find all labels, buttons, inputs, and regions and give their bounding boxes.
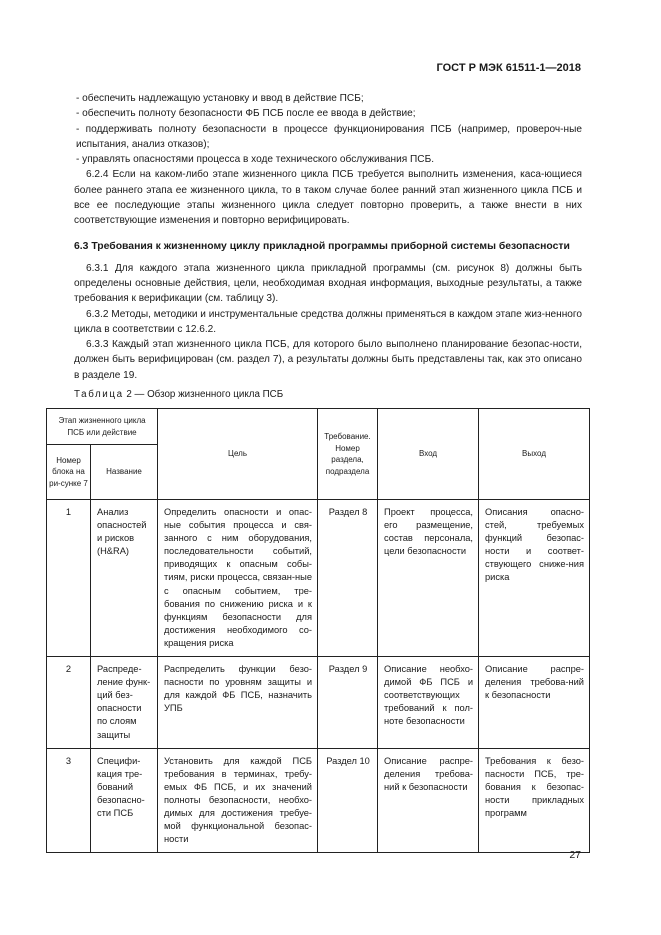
page-number: 27 [569,849,581,861]
cell-name: Специфи-кация тре-бований безопасно-сти ПСБ [91,748,158,853]
paragraph-6-3-1: 6.3.1 Для каждого этапа жизненного цикла прикладной программы (см. рисунок 8) должны быть определены основные действия, цели, необходимая входная информация, выходные результаты, а также требования к верификации (см. таблицу 3). [74,262,582,305]
cell-requirement: Раздел 9 [318,657,378,749]
table-caption-label: Таблица [74,389,124,400]
header-requirement: Требование. Номер раздела, подраздела [318,409,378,500]
cell-goal: Установить для каждой ПСБ требования в терминах, требу-емых ФБ ПСБ, и их значений полноты безопасности, необхо-димых для достижения требуе-мой функциональной безопас-ности [158,748,318,853]
table-row [47,657,590,749]
paragraph-6-3-2: 6.3.2 Методы, методики и инструментальные средства должны применяться в каждом этапе жиз-ненного цикла в соответствии с 12.6.2. [74,308,582,335]
table-caption-text: — Обзор жизненного цикла ПСБ [134,389,284,400]
header-output: Выход [479,409,590,500]
cell-output: Требования к безо-пасности ПСБ, тре-бования к безопас-ности прикладных программ [479,748,590,853]
header-goal: Цель [158,409,318,500]
document-header: ГОСТ Р МЭК 61511-1—2018 [436,62,581,74]
header-name: Название [91,445,158,500]
header-input: Вход [378,409,479,500]
list-item: - обеспечить надлежащую установку и ввод в действие ПСБ; [76,93,364,104]
body-text [74,91,582,383]
cell-input: Проект процесса, его размещение, состав персонала, цели безопасности [378,500,479,657]
cell-no: 2 [47,657,91,749]
header-block-no: Номер блока на ри-сунке 7 [47,445,91,500]
lifecycle-table [46,408,590,853]
paragraph-6-2-4: 6.2.4 Если на каком-либо этапе жизненного цикла ПСБ требуется выполнить изменения, каса-ющиеся более раннего этапа ее жизненного цикла, то в таком случае более ранний этап жизненного цикла ПСБ и все ее последующие этапы жизненного цикла следует повторно проверить, а также внести в них соответствующие изменения и повторно верифицировать. [74,169,582,227]
cell-output: Описание распре-деления требова-ний к безопасности [479,657,590,749]
table-row [47,500,590,657]
paragraph-6-3-3: 6.3.3 Каждый этап жизненного цикла ПСБ, для которого было выполнено планирование безопас-ности, должен быть верифицирован (см. раздел 7), а результаты должны быть представлены так, как это описано в разделе 19. [74,339,582,381]
cell-no: 1 [47,500,91,657]
cell-input: Описание распре-деления требова-ний к безопасности [378,748,479,853]
cell-goal: Определить опасности и опас-ные события процесса и свя-занного с ним оборудования, последовательности событий, приводящих к опасным собы-тиям, риски процесса, связан-ные с опасным событием, тре-бования по снижению риска и к функциям безопасности для достижения необходимого со-кращения риска [158,500,318,657]
cell-requirement: Раздел 10 [318,748,378,853]
header-stage-group: Этап жизненного цикла ПСБ или действие [47,409,158,445]
cell-no: 3 [47,748,91,853]
cell-name: Анализ опасностей и рисков (H&RA) [91,500,158,657]
cell-output: Описания опасно-стей, требуемых функций безопас-ности и соответ-ствующего сниже-ния риска [479,500,590,657]
table-caption [74,389,283,400]
cell-input: Описание необхо-димой ФБ ПСБ и соответствующих требований к пол-ноте безопасности [378,657,479,749]
table-row [47,748,590,853]
list-item: - поддерживать полноту безопасности в процессе функционирования ПСБ (например, провероч-ные испытания, анализ отказов); [76,123,582,150]
section-title: 6.3 Требования к жизненному циклу прикладной программы приборной системы безопасности [74,240,570,252]
cell-name: Распреде-ление функ-ций без-опасности по слоям защиты [91,657,158,749]
cell-requirement: Раздел 8 [318,500,378,657]
list-item: - обеспечить полноту безопасности ФБ ПСБ после ее ввода в действие; [76,108,416,120]
table-caption-number: 2 [126,389,132,400]
cell-goal: Распределить функции безо-пасности по уровням защиты и для каждой ФБ ПСБ, назначить УПБ [158,657,318,749]
list-item: - управлять опасностями процесса в ходе технического обслуживания ПСБ. [76,154,434,166]
